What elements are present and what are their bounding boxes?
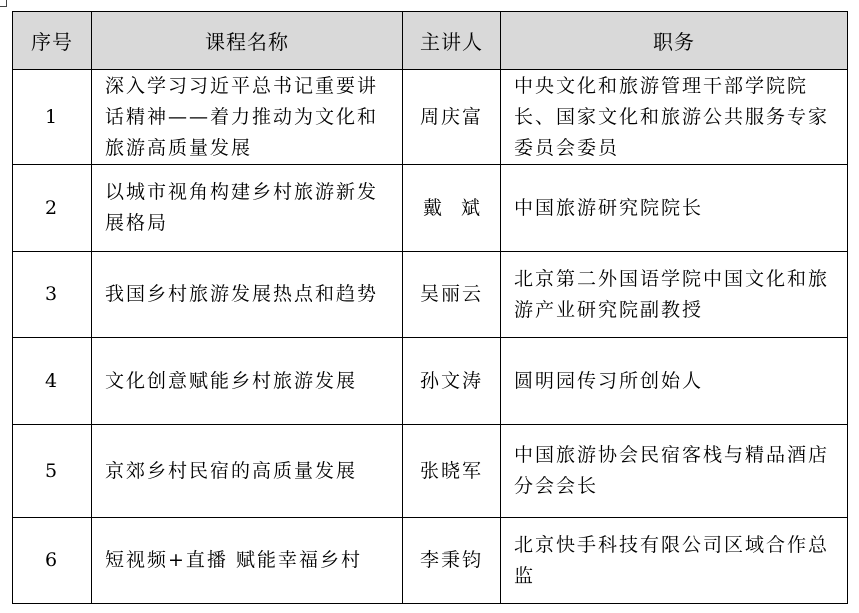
table-row bbox=[13, 518, 848, 604]
course-schedule-table bbox=[12, 11, 848, 604]
table-row bbox=[13, 165, 848, 252]
course-name: 我国乡村旅游发展热点和趋势 bbox=[92, 252, 403, 338]
table-row bbox=[13, 425, 848, 518]
speaker-name: 周庆富 bbox=[403, 70, 501, 165]
header-title: 职务 bbox=[501, 12, 848, 70]
speaker-title: 圆明园传习所创始人 bbox=[501, 338, 848, 425]
course-name: 文化创意赋能乡村旅游发展 bbox=[92, 338, 403, 425]
course-name: 京郊乡村民宿的高质量发展 bbox=[92, 425, 403, 518]
table-row bbox=[13, 252, 848, 338]
table-row bbox=[13, 70, 848, 165]
speaker-title: 中央文化和旅游管理干部学院院长、国家文化和旅游公共服务专家委员会委员 bbox=[501, 70, 848, 165]
row-index: 3 bbox=[13, 252, 92, 338]
row-index: 4 bbox=[13, 338, 92, 425]
speaker-name: 戴 斌 bbox=[403, 165, 501, 252]
table-move-handle[interactable] bbox=[0, 0, 7, 7]
course-name: 深入学习习近平总书记重要讲话精神——着力推动为文化和旅游高质量发展 bbox=[92, 70, 403, 165]
speaker-name: 李秉钧 bbox=[403, 518, 501, 604]
header-course: 课程名称 bbox=[92, 12, 403, 70]
speaker-title: 北京第二外国语学院中国文化和旅游产业研究院副教授 bbox=[501, 252, 848, 338]
speaker-title: 中国旅游研究院院长 bbox=[501, 165, 848, 252]
speaker-name: 孙文涛 bbox=[403, 338, 501, 425]
speaker-name: 张晓军 bbox=[403, 425, 501, 518]
row-index: 1 bbox=[13, 70, 92, 165]
row-index: 6 bbox=[13, 518, 92, 604]
speaker-title: 中国旅游协会民宿客栈与精品酒店分会会长 bbox=[501, 425, 848, 518]
course-name: 短视频+直播 赋能幸福乡村 bbox=[92, 518, 403, 604]
row-index: 2 bbox=[13, 165, 92, 252]
speaker-title: 北京快手科技有限公司区域合作总监 bbox=[501, 518, 848, 604]
header-speaker: 主讲人 bbox=[403, 12, 501, 70]
table-header-row bbox=[13, 12, 848, 70]
speaker-name: 吴丽云 bbox=[403, 252, 501, 338]
row-index: 5 bbox=[13, 425, 92, 518]
header-index: 序号 bbox=[13, 12, 92, 70]
table-row bbox=[13, 338, 848, 425]
course-name: 以城市视角构建乡村旅游新发展格局 bbox=[92, 165, 403, 252]
